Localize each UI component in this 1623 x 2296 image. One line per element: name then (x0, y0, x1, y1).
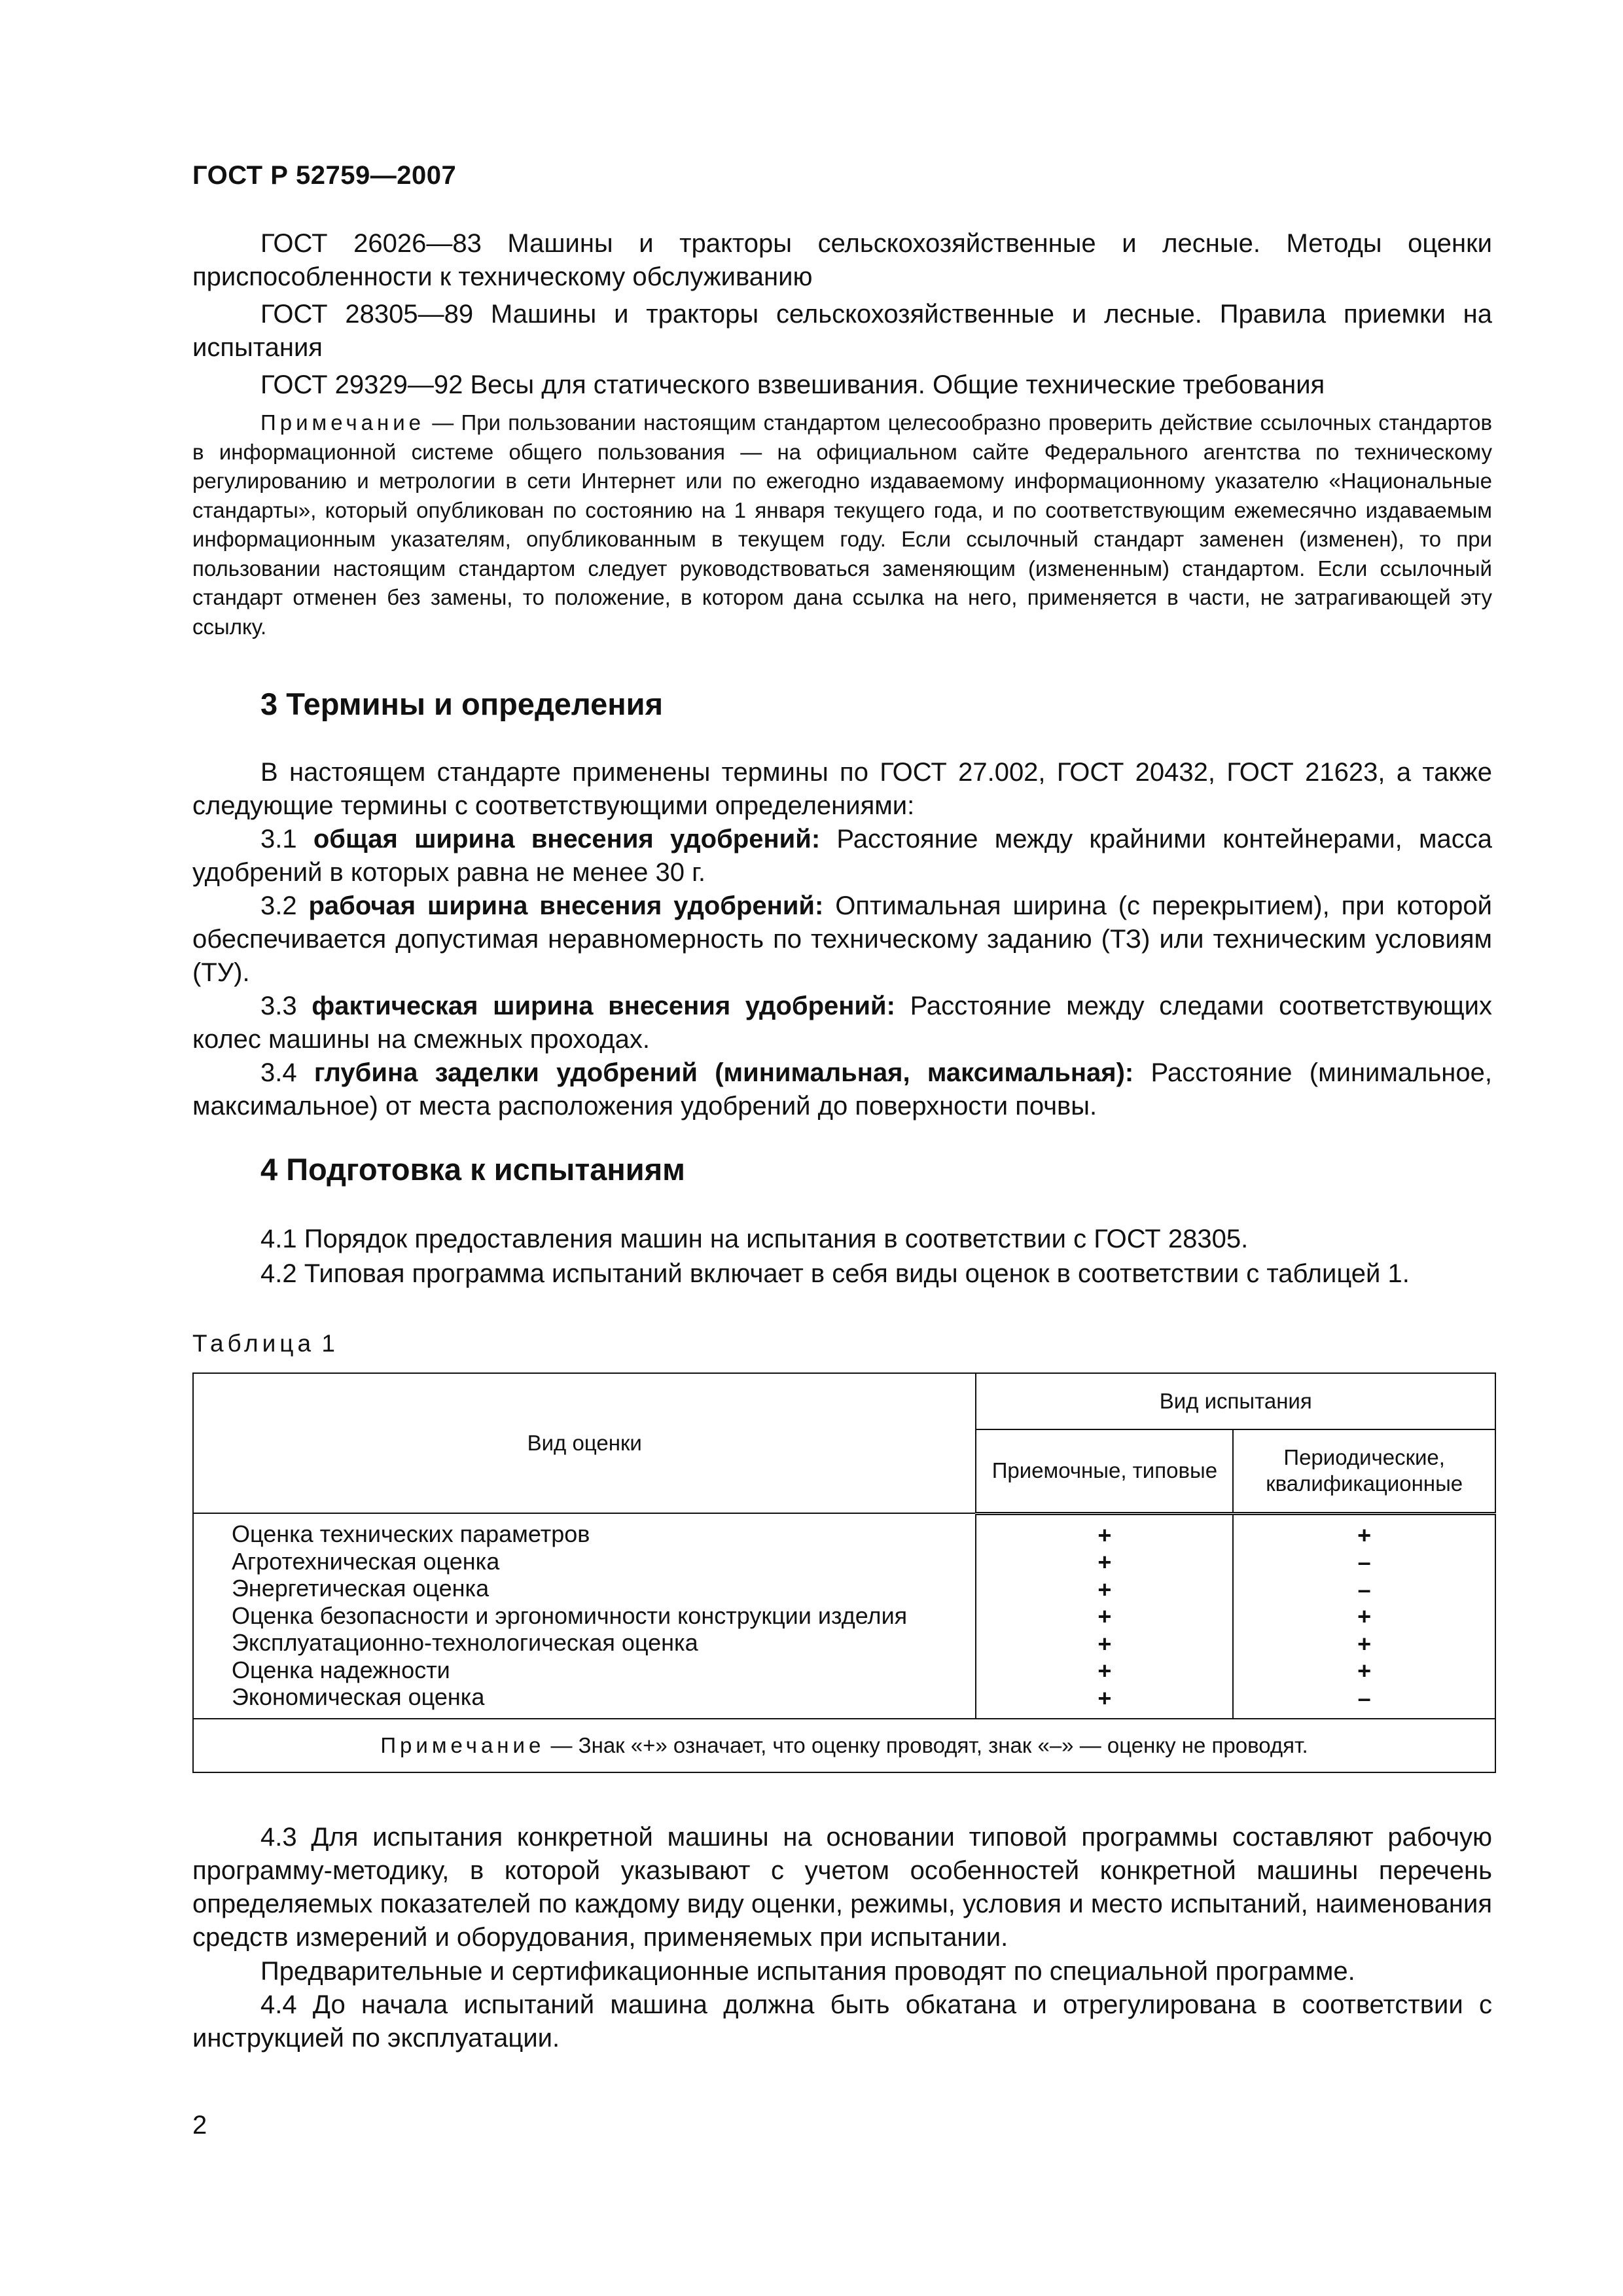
table-row-name: Экономическая оценка (232, 1683, 485, 1710)
term-definition: Расстояние между следами соответствующих колес машины на смежных проходах. (192, 992, 1492, 1054)
table-row-name: Эксплуатационно-технологическая оценка (232, 1629, 698, 1656)
table-row-name: Оценка безопасности и эргономичности конструкции изделия (232, 1602, 908, 1629)
paragraph-special-program: Предварительные и сертификационные испытания проводят по специальной программе. (260, 1957, 1355, 1986)
term-number: 3.4 (260, 1058, 297, 1087)
assessment-table (192, 1372, 1496, 1773)
header-assessment-type: Вид оценки (193, 1373, 976, 1513)
table-caption-label: Таблица (192, 1330, 315, 1357)
periodic-mark: + (1357, 1630, 1372, 1657)
table-row-name: Оценка надежности (232, 1656, 450, 1683)
references-note (192, 408, 1492, 641)
term-3-3 (192, 990, 1492, 1056)
term-name: глубина заделки удобрений (минимальная, максимальная): (313, 1058, 1134, 1087)
term-3-2 (192, 889, 1492, 990)
page-number: 2 (192, 2111, 207, 2140)
periodic-mark: – (1357, 1549, 1371, 1575)
term-name: рабочая ширина внесения удобрений: (308, 891, 824, 920)
acceptance-mark: + (1097, 1549, 1112, 1575)
periodic-marks-cell (1233, 1513, 1495, 1719)
term-number: 3.1 (260, 825, 297, 853)
note-text: — При пользовании настоящим стандартом целесообразно проверить действие ссылочных стандартов в информационной системе общего пользования — на официальном сайте Федерального агентства по техническому регулированию и метрологии в сети Интернет или по ежегодно издаваемому информационному указателю «Национальные стандарты», который опубликован по состоянию на 1 января текущего года, и по соответствующим ежемесячно издаваемым информационным указателям, опубликованным в текущем году. Если ссылочный стандарт заменен (изменен), то при пользовании настоящим стандартом следует руководствоваться заменяющим (измененным) стандартом. Если ссылочный стандарт отменен без замены, то положение, в котором дана ссылка на него, применяется в части, не затрагивающей эту ссылку. (192, 410, 1492, 639)
reference-item: ГОСТ 26026—83 Машины и тракторы сельскохозяйственные и лесные. Методы оценки приспособленности к техническому обслуживанию (192, 229, 1492, 291)
acceptance-mark: + (1097, 1575, 1112, 1603)
table-row-name: Агротехническая оценка (232, 1547, 500, 1575)
table-note (193, 1719, 1495, 1772)
term-name: общая ширина внесения удобрений: (313, 825, 821, 853)
header-acceptance: Приемочные, типовые (976, 1429, 1233, 1513)
reference-item: ГОСТ 29329—92 Весы для статического взвешивания. Общие технические требования (260, 370, 1325, 399)
table-row-name: Энергетическая оценка (232, 1575, 490, 1602)
document-page (192, 0, 1492, 2296)
section-3-intro: В настоящем стандарте применены термины по ГОСТ 27.002, ГОСТ 20432, ГОСТ 21623, а также следующие термины с соответствующими определениями: (192, 758, 1492, 820)
header-periodic: Периодические, квалификационные (1233, 1429, 1495, 1513)
header-test-type: Вид испытания (976, 1373, 1495, 1429)
periodic-mark: – (1357, 1684, 1371, 1712)
paragraph-4-3: 4.3 Для испытания конкретной машины на основании типовой программы составляют рабочую программу-методику, в которой указывают с учетом особенностей конкретной машины перечень определяемых показателей по каждому виду оценки, режимы, условия и место испытаний, наименования средств измерений и оборудования, применяемых при испытании. (192, 1823, 1492, 1952)
term-definition: Расстояние (минимальное, максимальное) от места расположения удобрений до поверхности почвы. (192, 1058, 1493, 1121)
acceptance-mark: + (1097, 1684, 1112, 1712)
term-name: фактическая ширина внесения удобрений: (312, 992, 895, 1020)
table-note-text: — Знак «+» означает, что оценку проводят, знак «–» — оценку не проводят. (544, 1733, 1308, 1757)
acceptance-mark: + (1097, 1603, 1112, 1630)
acceptance-marks-cell (976, 1513, 1233, 1719)
section-3-title: 3 Термины и определения (260, 687, 663, 721)
assessment-names-cell (193, 1513, 976, 1719)
paragraph-4-1: 4.1 Порядок предоставления машин на испытания в соответствии с ГОСТ 28305. (260, 1225, 1249, 1253)
table-caption (192, 1330, 335, 1357)
section-4-title: 4 Подготовка к испытаниям (260, 1152, 685, 1187)
term-definition: Оптимальная ширина (с перекрытием), при которой обеспечивается допустимая неравномерность по техническому заданию (ТЗ) или техническим условиям (ТУ). (192, 891, 1492, 987)
paragraph-4-2: 4.2 Типовая программа испытаний включает в себя виды оценок в соответствии с таблицей 1. (260, 1259, 1410, 1288)
term-3-1 (192, 823, 1492, 889)
periodic-mark: – (1357, 1575, 1371, 1603)
table-row-name: Оценка технических параметров (232, 1520, 590, 1547)
term-number: 3.3 (260, 992, 297, 1020)
term-definition: Расстояние между крайними контейнерами, масса удобрений в которых равна не менее 30 г. (192, 825, 1492, 887)
references-list (192, 227, 1492, 406)
note-label: Примечание (260, 410, 425, 435)
periodic-mark: + (1357, 1657, 1372, 1684)
paragraph-4-4: 4.4 До начала испытаний машина должна быть обкатана и отрегулирована в соответствии с инструкцией по эксплуатации. (192, 1990, 1492, 2053)
acceptance-mark: + (1097, 1630, 1112, 1657)
periodic-mark: + (1357, 1603, 1372, 1630)
document-code-header: ГОСТ Р 52759—2007 (192, 161, 457, 190)
periodic-mark: + (1357, 1521, 1372, 1549)
acceptance-mark: + (1097, 1521, 1112, 1549)
reference-item: ГОСТ 28305—89 Машины и тракторы сельскохозяйственные и лесные. Правила приемки на испытания (192, 300, 1492, 362)
table-note-label: Примечание (380, 1733, 545, 1757)
table-caption-number: 1 (321, 1330, 335, 1357)
term-number: 3.2 (260, 891, 297, 920)
term-3-4 (192, 1056, 1492, 1123)
acceptance-mark: + (1097, 1657, 1112, 1684)
